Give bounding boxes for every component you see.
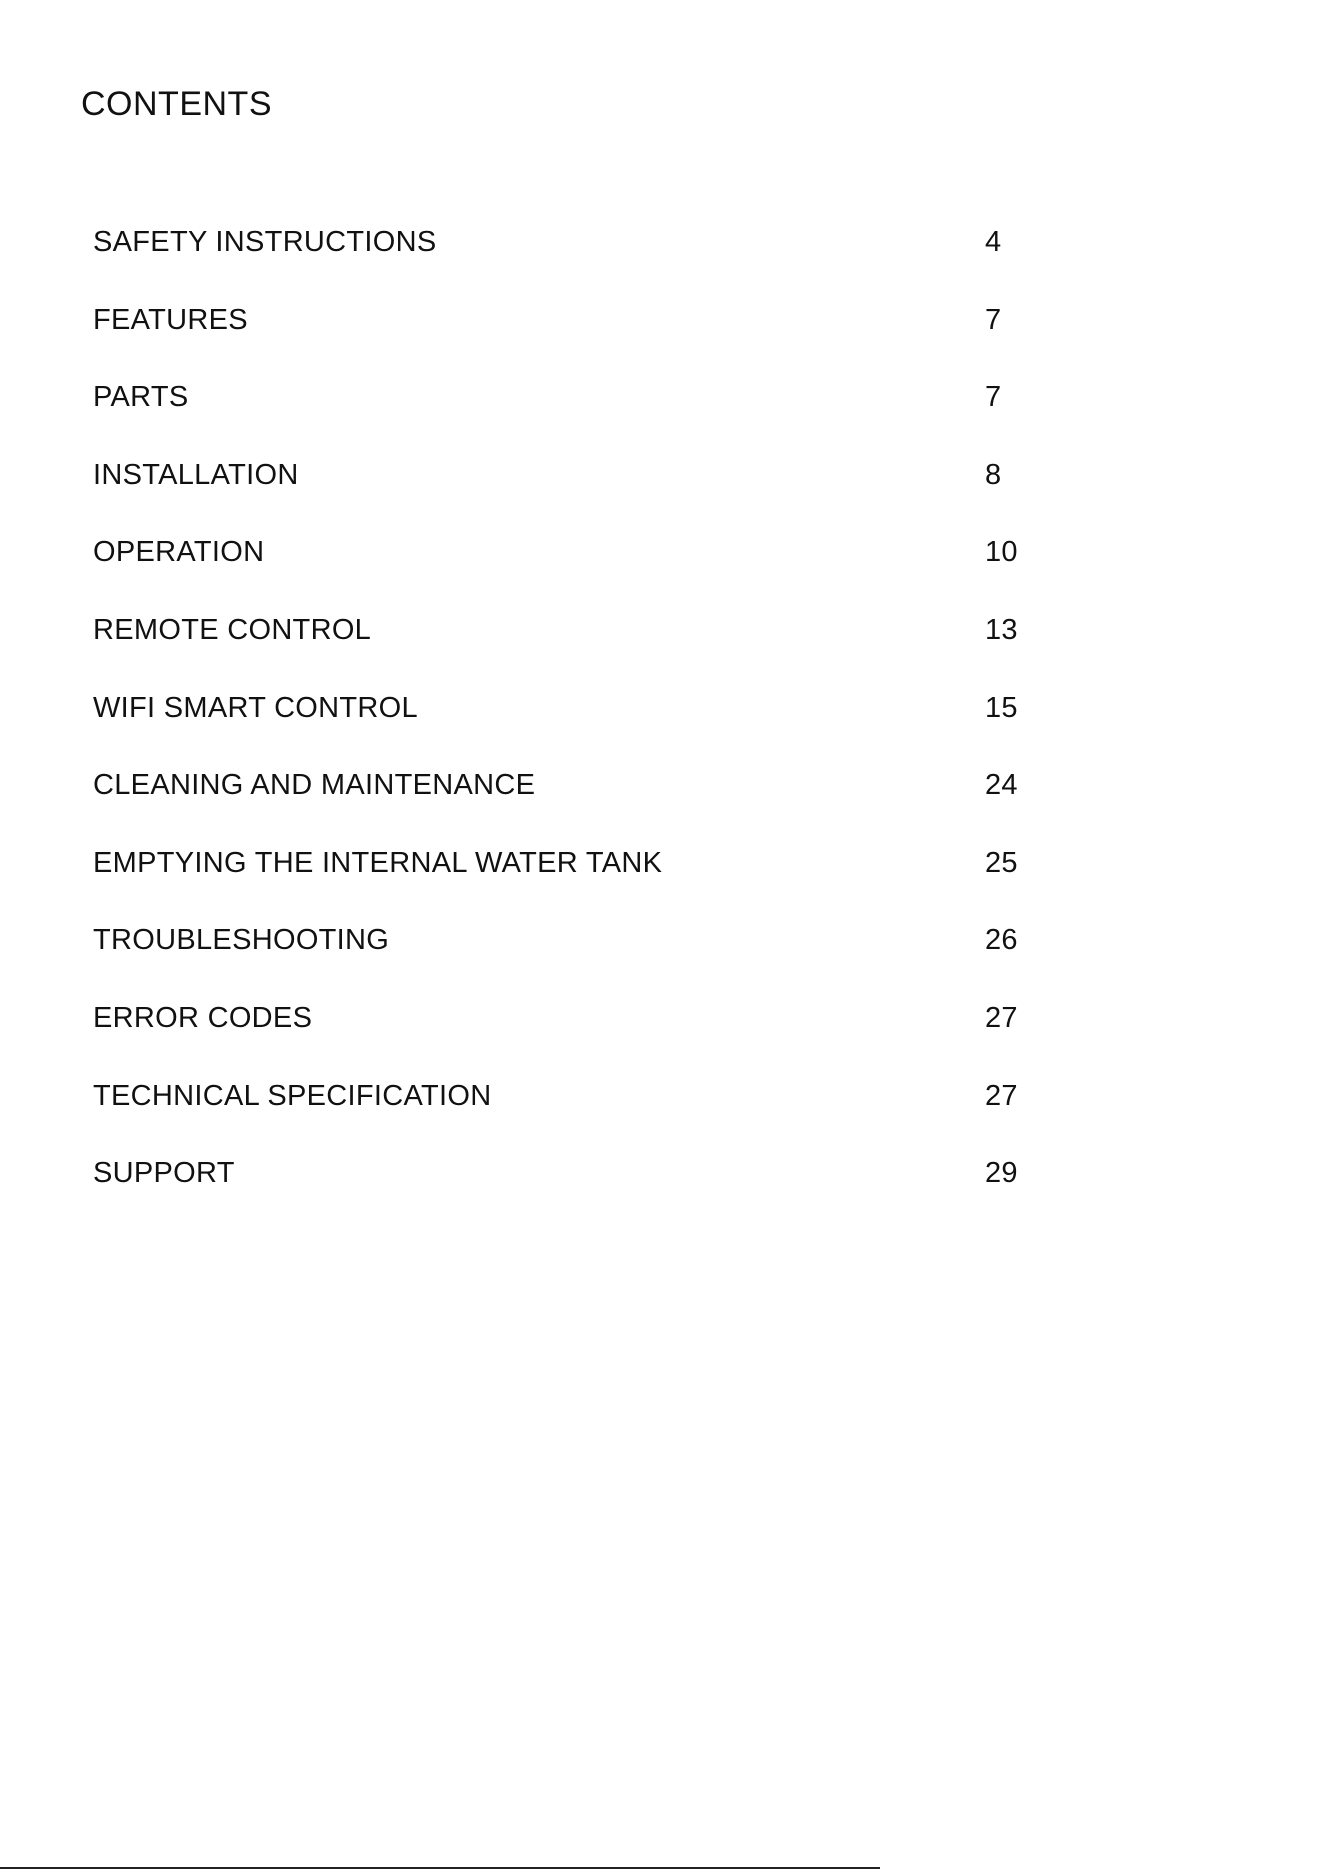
footer-divider — [0, 1867, 880, 1869]
toc-entry-page-number: 29 — [985, 1157, 1018, 1190]
toc-entry-remote-control[interactable] — [93, 610, 1053, 688]
toc-entry-page-number: 26 — [985, 924, 1018, 957]
toc-entry-label: EMPTYING THE INTERNAL WATER TANK — [93, 846, 663, 879]
toc-entry-page-number: 7 — [985, 381, 1002, 414]
toc-entry-installation[interactable] — [93, 455, 1053, 533]
toc-entry-label: TECHNICAL SPECIFICATION — [93, 1079, 492, 1112]
toc-entry-page-number: 27 — [985, 1079, 1018, 1112]
toc-entry-technical-specification[interactable] — [93, 1076, 1053, 1154]
toc-entry-label: INSTALLATION — [93, 458, 299, 491]
toc-entry-label: REMOTE CONTROL — [93, 613, 372, 646]
toc-entry-page-number: 15 — [985, 691, 1018, 724]
toc-entry-page-number: 25 — [985, 846, 1018, 879]
toc-entry-page-number: 27 — [985, 1001, 1018, 1034]
toc-entry-label: ERROR CODES — [93, 1001, 313, 1034]
toc-entry-error-codes[interactable] — [93, 998, 1053, 1076]
toc-entry-label: WIFI SMART CONTROL — [93, 691, 418, 724]
toc-entry-troubleshooting[interactable] — [93, 920, 1053, 998]
toc-entry-label: TROUBLESHOOTING — [93, 924, 390, 957]
toc-entry-page-number: 8 — [985, 458, 1002, 491]
toc-entry-features[interactable] — [93, 300, 1053, 378]
toc-entry-page-number: 7 — [985, 303, 1002, 336]
toc-entry-parts[interactable] — [93, 377, 1053, 455]
toc-entry-label: PARTS — [93, 381, 189, 414]
toc-entry-support[interactable] — [93, 1153, 1053, 1231]
toc-entry-page-number: 10 — [985, 536, 1018, 569]
toc-entry-label: CLEANING AND MAINTENANCE — [93, 769, 536, 802]
toc-entry-page-number: 4 — [985, 226, 1002, 258]
table-of-contents — [93, 222, 1053, 1231]
toc-entry-label: FEATURES — [93, 303, 248, 336]
toc-entry-label: SAFETY INSTRUCTIONS — [93, 226, 437, 258]
toc-entry-operation[interactable] — [93, 532, 1053, 610]
page-title: CONTENTS — [81, 85, 272, 123]
toc-entry-emptying-the-internal-water-tank[interactable] — [93, 843, 1053, 921]
toc-entry-safety-instructions[interactable] — [93, 222, 1053, 300]
toc-entry-label: SUPPORT — [93, 1157, 235, 1190]
toc-entry-page-number: 24 — [985, 769, 1018, 802]
toc-entry-label: OPERATION — [93, 536, 265, 569]
toc-entry-wifi-smart-control[interactable] — [93, 688, 1053, 766]
toc-entry-cleaning-and-maintenance[interactable] — [93, 765, 1053, 843]
toc-entry-page-number: 13 — [985, 613, 1018, 646]
